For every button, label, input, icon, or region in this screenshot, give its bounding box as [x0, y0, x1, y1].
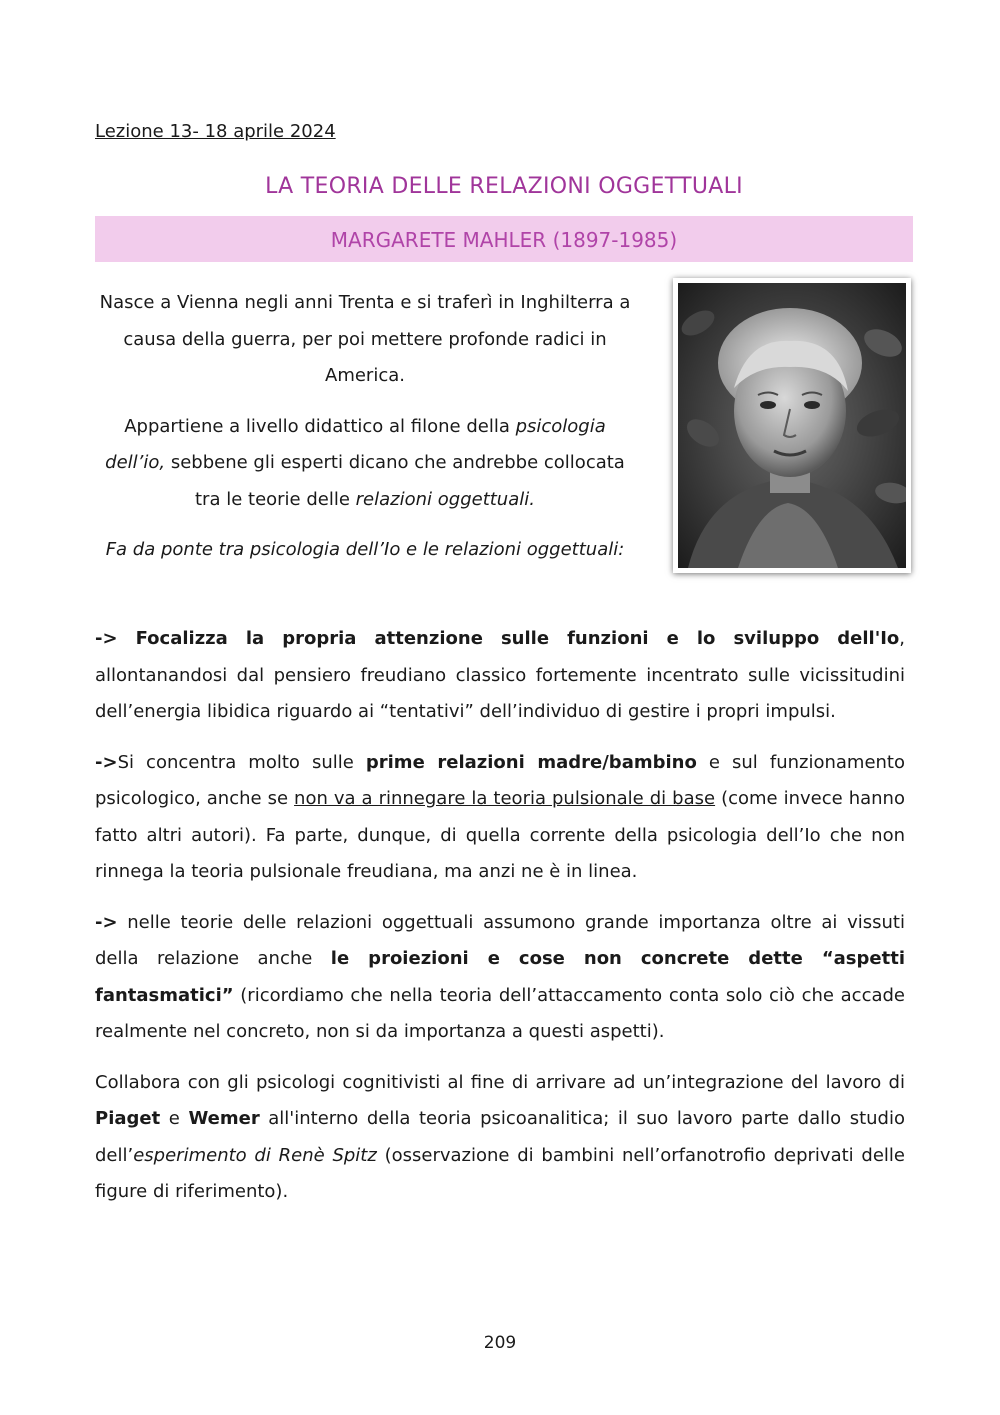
bold-text: Focalizza la propria attenzione sulle funzioni e lo sviluppo dell'Io [117, 628, 900, 649]
subtitle: MARGARETE MAHLER (1897-1985) [330, 228, 678, 252]
body-section [95, 621, 905, 1225]
body-paragraph-3 [95, 905, 905, 1051]
body-paragraph-2 [95, 745, 905, 891]
italic-text: esperimento di Renè Spitz [133, 1144, 377, 1166]
intro-paragraph-2 [95, 409, 635, 519]
text-span: nelle teorie delle relazioni oggettuali assumono grande importanza oltre ai vissuti della relazione anche [95, 911, 905, 969]
page-number: 209 [483, 1333, 517, 1353]
intro-paragraph-3 [95, 532, 635, 569]
arrow-marker: -> [95, 751, 118, 773]
portrait-image [678, 283, 906, 568]
intro-section [95, 285, 635, 583]
body-paragraph-4 [95, 1065, 905, 1211]
intro-paragraph-1: Nasce a Vienna negli anni Trenta e si traferì in Inghilterra a causa della guerra, per poi mettere profonde radici in America. [99, 292, 631, 386]
subtitle-banner [95, 216, 913, 262]
text-span: , allontanandosi dal pensiero freudiano classico fortemente incentrato sulle vicissitudini dell’energia libidica riguardo ai “tentativi” dell’individuo di gestire i propri impulsi. [95, 628, 905, 722]
arrow-marker: -> [95, 628, 118, 649]
text-span: (come invece hanno fatto altri autori). Fa parte, dunque, di quella corrente della psicologia dell’Io che non rinnega la teoria pulsionale freudiana, ma anzi ne è in linea. [95, 788, 905, 882]
portrait-photo [673, 278, 911, 573]
arrow-marker: -> [95, 911, 118, 933]
text-span: e [160, 1108, 189, 1129]
italic-term: relazioni oggettuali. [355, 488, 535, 510]
text-span: Appartiene a livello didattico al filone della [124, 415, 516, 437]
italic-term: psicologia dell’io, [105, 415, 606, 473]
bold-name: Piaget [95, 1108, 161, 1129]
text-span: e sul funzionamento psicologico, anche se [95, 751, 906, 809]
bold-text: prime relazioni madre/bambino [365, 751, 697, 773]
text-span: Si concentra molto sulle [117, 751, 366, 773]
text-span: sebbene gli esperti dicano che andrebbe collocata tra le teorie delle [165, 452, 625, 510]
text-span: (ricordiamo che nella teoria dell’attaccamento conta solo ciò che accade realmente nel concreto, non si da importanza a questi aspetti). [95, 984, 905, 1042]
page-title: LA TEORIA DELLE RELAZIONI OGGETTUALI [265, 174, 743, 199]
lesson-date: Lezione 13- 18 aprile 2024 [95, 121, 336, 142]
text-span: all'interno della teoria psicoanalitica; il suo lavoro parte dallo studio dell’ [95, 1108, 905, 1166]
underlined-text: non va a rinnegare la teoria pulsionale di base [294, 788, 716, 809]
italic-text: Fa da ponte tra psicologia dell’Io e le relazioni oggettuali: [105, 539, 625, 560]
bold-name: Wemer [188, 1108, 260, 1129]
body-paragraph-1 [95, 621, 905, 731]
bold-text: le proiezioni e cose non concrete dette “aspetti fantasmatici” [95, 948, 905, 1006]
text-span: (osservazione di bambini nell’orfanotrofio deprivati delle figure di riferimento). [95, 1144, 905, 1202]
text-span: Collabora con gli psicologi cognitivisti al fine di arrivare ad un’integrazione del lavoro di [95, 1071, 905, 1093]
